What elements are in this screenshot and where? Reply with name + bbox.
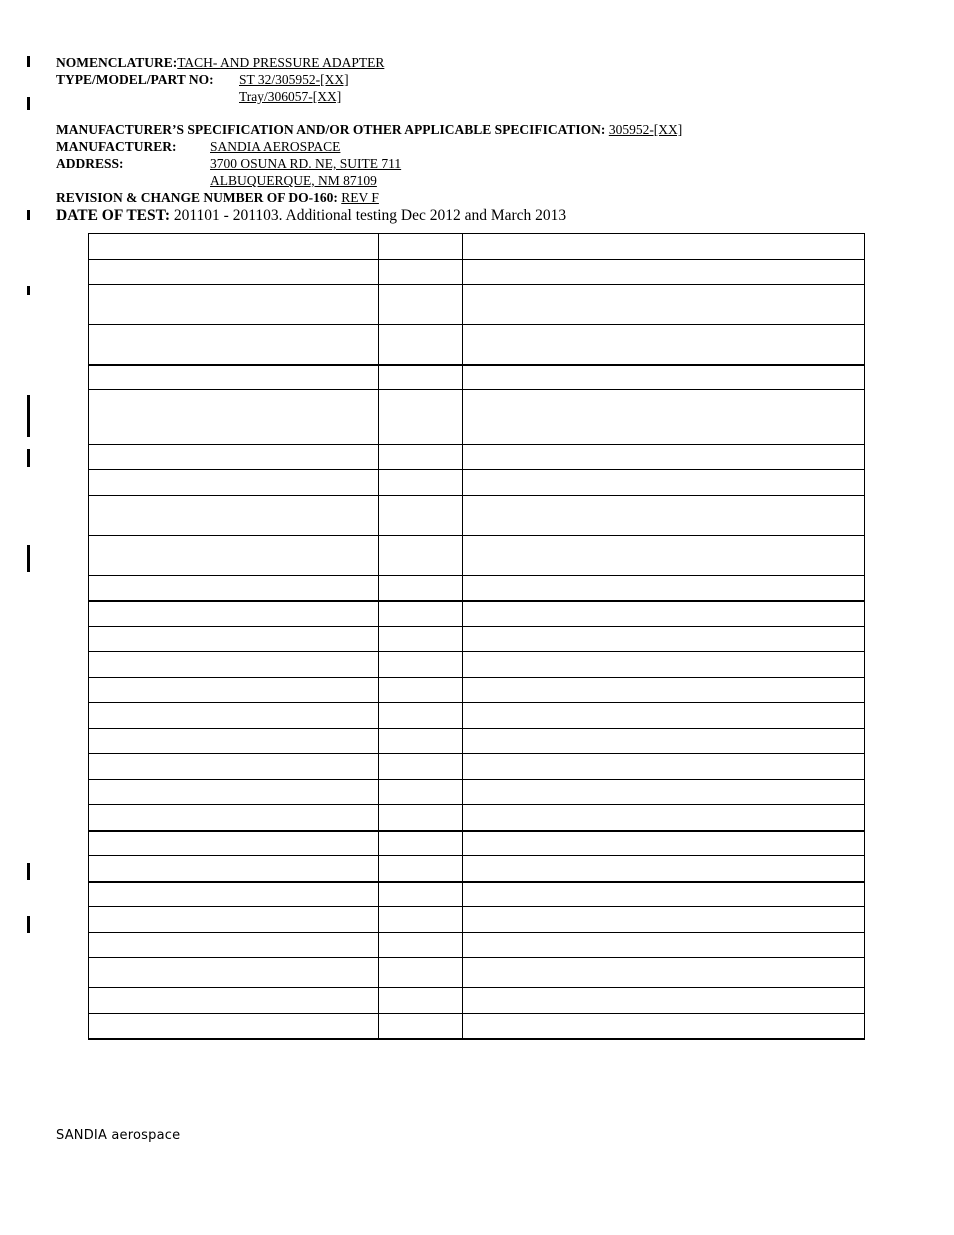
address-label: ADDRESS: (56, 156, 124, 171)
table-cell (379, 234, 463, 260)
table-cell (379, 652, 463, 678)
date-line (56, 206, 566, 225)
table-cell (379, 988, 463, 1014)
table-cell (463, 780, 865, 805)
table-row (89, 958, 865, 988)
table-cell (89, 470, 379, 496)
table-row (89, 627, 865, 652)
table-row (89, 445, 865, 470)
spec-value: 305952-[XX] (608, 122, 683, 137)
table-row (89, 496, 865, 536)
table-cell (379, 856, 463, 882)
table-cell (463, 805, 865, 831)
table-row (89, 703, 865, 729)
part-value-2: Tray/306057-[XX] (239, 89, 342, 104)
table-cell (463, 652, 865, 678)
nomenclature-label: NOMENCLATURE: (56, 55, 178, 70)
table-cell (463, 325, 865, 365)
table-cell (463, 831, 865, 856)
part-label: TYPE/MODEL/PART NO: (56, 72, 214, 87)
table-cell (379, 601, 463, 627)
table-cell (463, 365, 865, 390)
table-cell (379, 678, 463, 703)
table-cell (89, 882, 379, 907)
table-cell (89, 907, 379, 933)
table-row (89, 933, 865, 958)
change-bar (27, 56, 30, 67)
table-cell (463, 260, 865, 285)
table-row (89, 988, 865, 1014)
change-bar (27, 210, 30, 220)
footer-company-name: SANDIA aerospace (56, 1128, 181, 1143)
table-row (89, 882, 865, 907)
table-cell (463, 958, 865, 988)
table-cell (89, 601, 379, 627)
table-cell (379, 260, 463, 285)
table-cell (379, 754, 463, 780)
table-cell (89, 678, 379, 703)
table-cell (89, 576, 379, 601)
table-row (89, 729, 865, 754)
date-label: DATE OF TEST: (56, 207, 170, 224)
table-cell (89, 729, 379, 754)
table-cell (463, 754, 865, 780)
table-cell (463, 601, 865, 627)
table-row (89, 831, 865, 856)
table-row (89, 754, 865, 780)
revision-line (56, 189, 379, 206)
table-cell (463, 729, 865, 754)
table-cell (463, 856, 865, 882)
table-cell (379, 831, 463, 856)
table-cell (89, 856, 379, 882)
table-cell (89, 754, 379, 780)
table-cell (379, 365, 463, 390)
table-cell (89, 234, 379, 260)
address-line-1: 3700 OSUNA RD. NE, SUITE 711 (210, 156, 402, 171)
change-bar (27, 395, 30, 437)
table-cell (379, 627, 463, 652)
table-cell (463, 285, 865, 325)
spec-label: MANUFACTURER’S SPECIFICATION AND/OR OTHER APPLICABLE SPECIFICATION: (56, 122, 606, 137)
table-cell (463, 536, 865, 576)
table-row (89, 470, 865, 496)
table-cell (89, 365, 379, 390)
table-cell (89, 496, 379, 536)
table-cell (379, 325, 463, 365)
table-cell (379, 882, 463, 907)
table-cell (463, 576, 865, 601)
table-cell (89, 831, 379, 856)
table-cell (463, 1014, 865, 1039)
table-cell (89, 285, 379, 325)
table-row (89, 576, 865, 601)
table-row (89, 601, 865, 627)
address-line-2: ALBUQUERQUE, NM 87109 (210, 173, 377, 188)
revision-value: REV F (341, 190, 379, 205)
table-row (89, 1014, 865, 1039)
table-cell (379, 536, 463, 576)
table-cell (89, 260, 379, 285)
change-bar (27, 286, 30, 295)
table-cell (463, 907, 865, 933)
table-cell (89, 445, 379, 470)
table-cell (89, 958, 379, 988)
revision-label: REVISION & CHANGE NUMBER OF DO-160: (56, 190, 338, 205)
table-row (89, 652, 865, 678)
table-cell (463, 678, 865, 703)
table-cell (89, 703, 379, 729)
table-cell (89, 780, 379, 805)
part-line (56, 71, 214, 88)
table-row (89, 234, 865, 260)
table-cell (89, 1014, 379, 1039)
table-cell (379, 907, 463, 933)
table-cell (463, 703, 865, 729)
change-bar (27, 97, 30, 110)
change-bar (27, 545, 30, 572)
table-cell (89, 805, 379, 831)
table-cell (463, 470, 865, 496)
table-cell (463, 627, 865, 652)
manufacturer-label: MANUFACTURER: (56, 139, 177, 154)
change-bar (27, 863, 30, 880)
table-cell (379, 445, 463, 470)
table-row (89, 365, 865, 390)
table-cell (379, 390, 463, 445)
table-cell (379, 285, 463, 325)
table-cell (379, 729, 463, 754)
table-row (89, 325, 865, 365)
table-cell (463, 933, 865, 958)
table-cell (89, 652, 379, 678)
table-cell (463, 988, 865, 1014)
table-cell (379, 1014, 463, 1039)
table-row (89, 260, 865, 285)
table-cell (463, 390, 865, 445)
table-cell (89, 325, 379, 365)
manufacturer-value: SANDIA AEROSPACE (210, 139, 341, 154)
table-cell (89, 988, 379, 1014)
part-value-1: ST 32/305952-[XX] (239, 72, 349, 87)
table-cell (379, 780, 463, 805)
table-cell (89, 933, 379, 958)
table-cell (463, 882, 865, 907)
table-cell (463, 496, 865, 536)
table-row (89, 805, 865, 831)
table-cell (463, 445, 865, 470)
table-cell (379, 576, 463, 601)
table-row (89, 856, 865, 882)
table-cell (89, 627, 379, 652)
table-row (89, 907, 865, 933)
change-bar (27, 449, 30, 467)
table-row (89, 536, 865, 576)
table-cell (379, 470, 463, 496)
table-cell (89, 390, 379, 445)
table-row (89, 285, 865, 325)
table-cell (379, 933, 463, 958)
date-value: 201101 - 201103. Additional testing Dec 2012 and March 2013 (173, 207, 567, 224)
table-cell (89, 536, 379, 576)
table-cell (379, 958, 463, 988)
table-cell (463, 234, 865, 260)
table-cell (379, 805, 463, 831)
spec-line (56, 121, 682, 138)
table-cell (379, 496, 463, 536)
nomenclature-value: TACH- AND PRESSURE ADAPTER (177, 55, 385, 70)
test-results-table (88, 233, 865, 1040)
table-row (89, 390, 865, 445)
table-cell (379, 703, 463, 729)
table-row (89, 780, 865, 805)
table-row (89, 678, 865, 703)
nomenclature-line (56, 54, 384, 71)
change-bar (27, 916, 30, 933)
